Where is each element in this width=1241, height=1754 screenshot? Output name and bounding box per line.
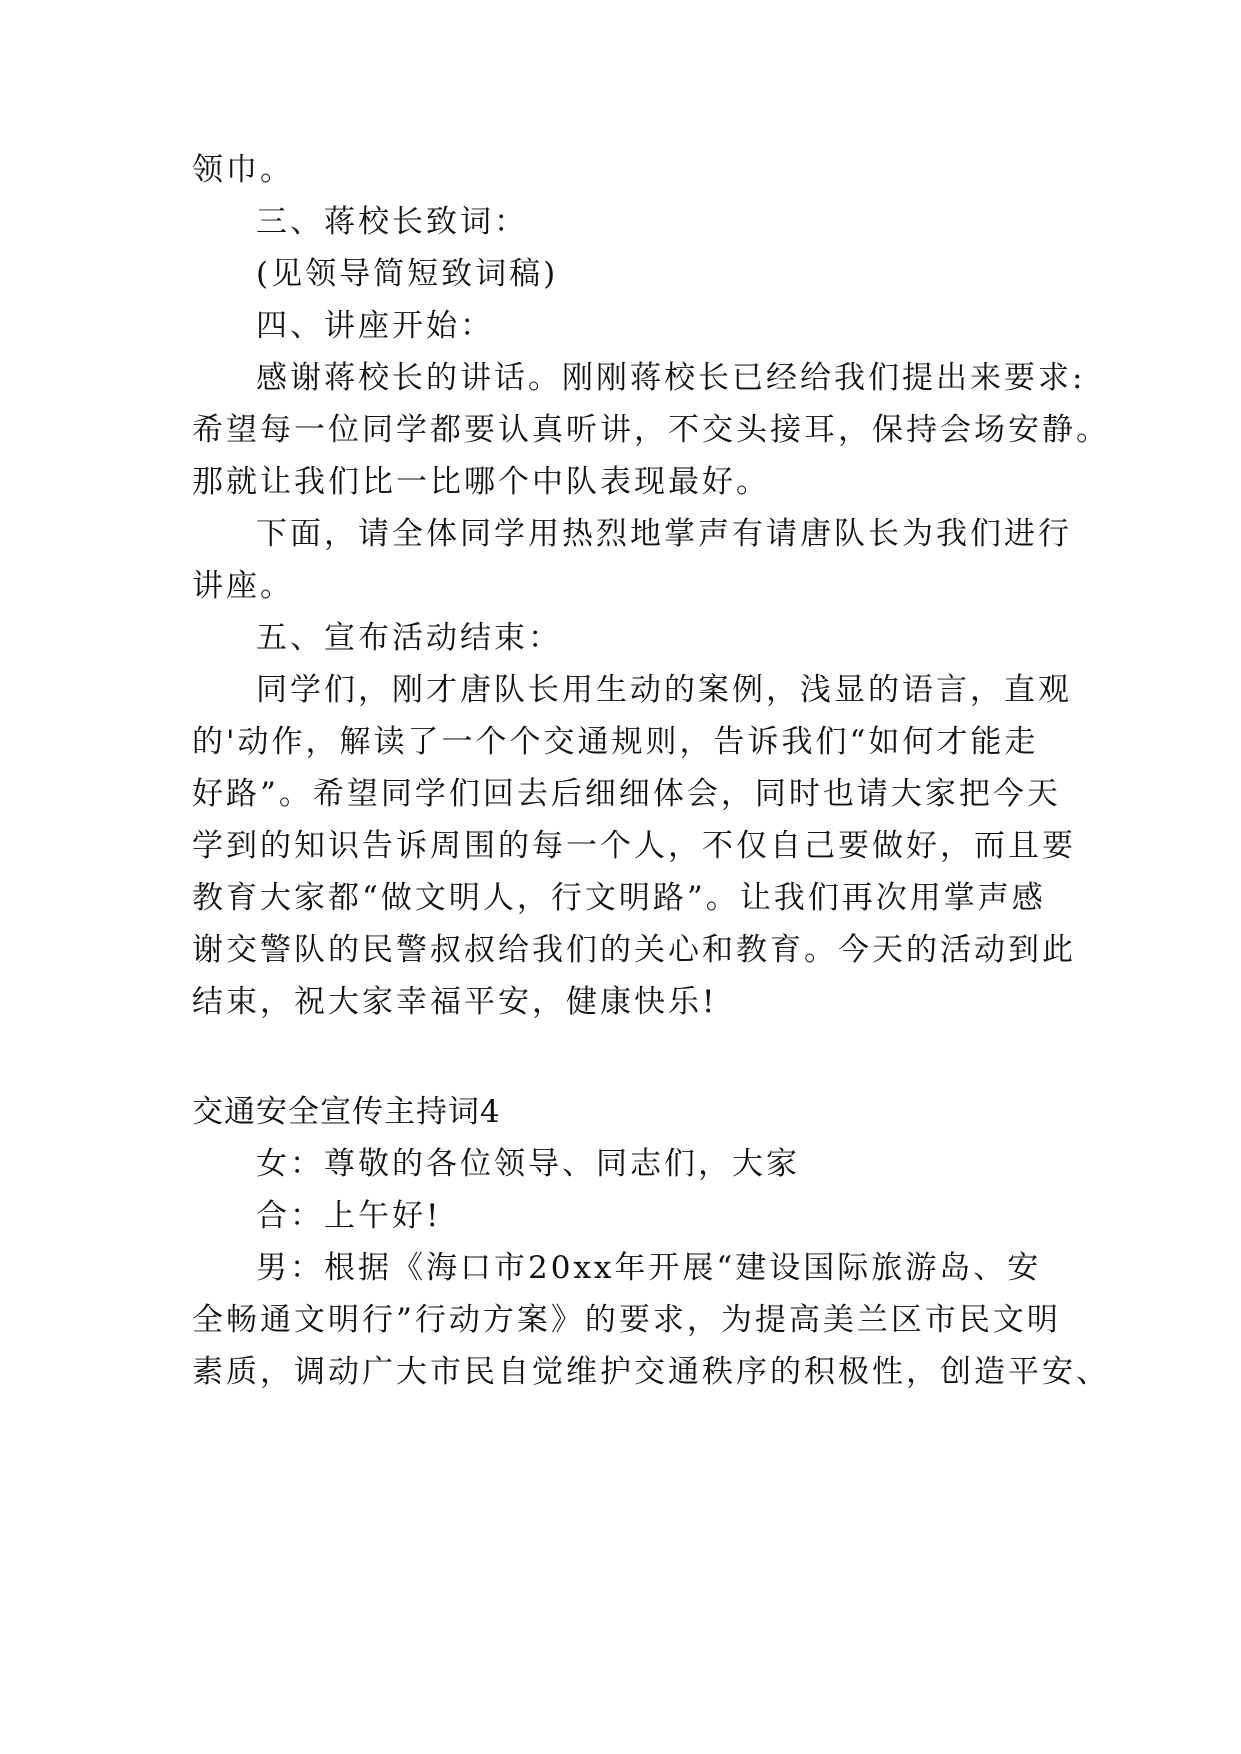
- text-line: 结束，祝大家幸福平安，健康快乐!: [192, 984, 718, 1020]
- section-heading: 交通安全宣传主持词4: [192, 1094, 501, 1130]
- text-line: 三、蒋校长致词：: [256, 204, 528, 240]
- text-line: 素质，调动广大市民自觉维护交通秩序的积极性，创造平安、: [192, 1354, 1110, 1390]
- text-line: 合：上午好!: [256, 1198, 442, 1234]
- text-line: 女：尊敬的各位领导、同志们，大家: [256, 1146, 800, 1182]
- text-line: 四、讲座开始：: [256, 308, 494, 344]
- text-line: 教育大家都“做文明人，行文明路”。让我们再次用掌声感: [192, 880, 1046, 916]
- text-line: 那就让我们比一比哪个中队表现最好。: [192, 464, 770, 500]
- text-line: 感谢蒋校长的讲话。刚刚蒋校长已经给我们提出来要求:: [256, 360, 1086, 396]
- text-line: 领巾。: [192, 152, 294, 188]
- text-line: 五、宣布活动结束：: [256, 620, 562, 656]
- text-line: 学到的知识告诉周围的每一个人，不仅自己要做好，而且要: [192, 828, 1076, 864]
- text-line: 全畅通文明行”行动方案》的要求，为提高美兰区市民文明: [192, 1302, 1061, 1338]
- text-line: 好路”。希望同学们回去后细细体会，同时也请大家把今天: [192, 776, 1061, 812]
- text-line: (见领导简短致词稿): [256, 256, 559, 292]
- text-line: 同学们，刚才唐队长用生动的案例，浅显的语言，直观: [256, 672, 1072, 708]
- text-line: 下面，请全体同学用热烈地掌声有请唐队长为我们进行: [256, 516, 1072, 552]
- text-line: 男：根据《海口市20xx年开展“建设国际旅游岛、安: [256, 1250, 1042, 1286]
- text-line: 希望每一位同学都要认真听讲，不交头接耳，保持会场安静。: [192, 412, 1110, 448]
- text-line: 谢交警队的民警叔叔给我们的关心和教育。今天的活动到此: [192, 932, 1076, 968]
- text-line: 的'动作，解读了一个个交通规则，告诉我们“如何才能走: [192, 724, 1039, 760]
- text-line: 讲座。: [192, 568, 294, 604]
